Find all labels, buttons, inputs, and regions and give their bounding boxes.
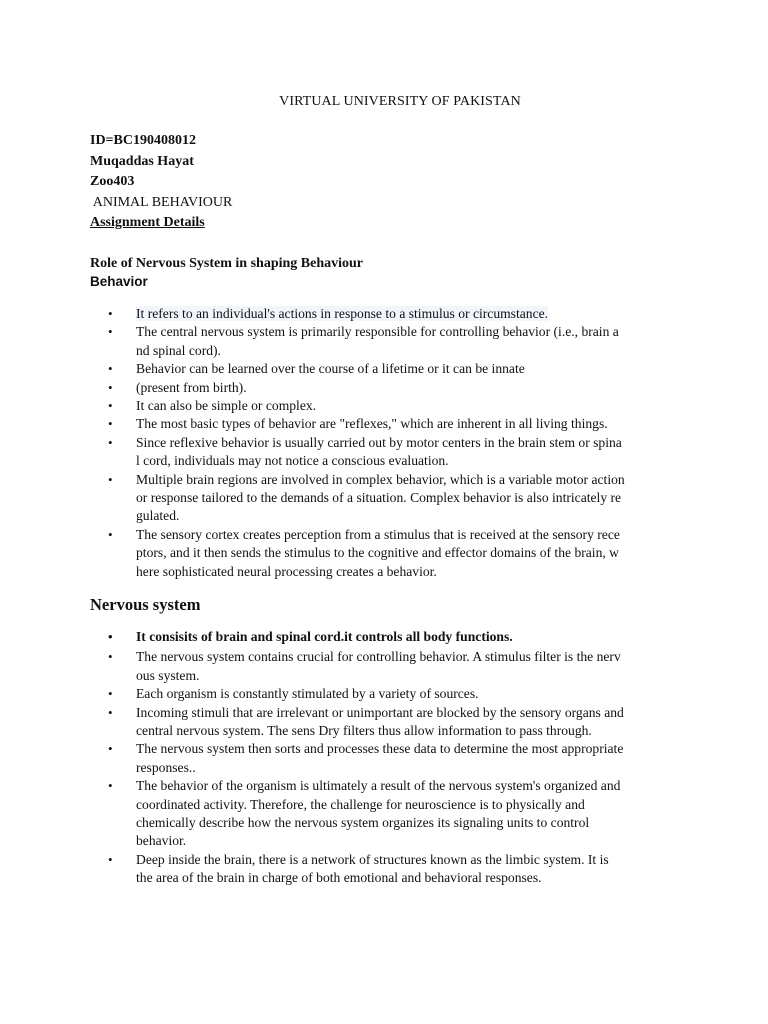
assignment-details-heading: Assignment Details — [90, 215, 205, 231]
course-title: ANIMAL BEHAVIOUR — [90, 194, 233, 210]
bullet-icon: • — [108, 434, 113, 450]
bullet-icon: • — [108, 306, 113, 321]
student-info — [90, 131, 232, 234]
list-item: • The most basic types of behavior are "reflexes," which are inherent in all living things. — [108, 415, 688, 433]
bullet-icon: • — [108, 686, 113, 702]
list-item: • Deep inside the brain, there is a network of structures known as the limbic system. It is the area of the brain in charge of both emotional and behavioral responses. — [108, 851, 609, 886]
list-item: • The central nervous system is primarily responsible for controlling behavior (i.e., brain a nd spinal cord). — [108, 324, 619, 358]
section-heading — [90, 255, 363, 291]
list-item: • It can also be simple or complex. — [108, 397, 688, 415]
student-name: Muqaddas Hayat — [90, 153, 194, 169]
bullet-icon: • — [108, 379, 113, 395]
list-item: • The behavior of the organism is ultimately a result of the nervous system's organized and coordinated activity. Therefore, the challenge for neuroscience is to physically and chemically describe how the nervous system organizes its signaling units to control behavior. — [108, 778, 621, 849]
bullet-icon: • — [108, 629, 113, 644]
student-id: ID=BC190408012 — [90, 133, 196, 148]
course-code: Zoo403 — [90, 174, 135, 190]
bullet-icon: • — [108, 416, 113, 432]
bullet-icon: • — [108, 324, 113, 340]
list-item: • The nervous system contains crucial for controlling behavior. A stimulus filter is the nerv ous system. — [108, 649, 621, 683]
behavior-bullet-list — [108, 305, 688, 581]
bullet-icon: • — [108, 398, 113, 414]
bullet-icon: • — [108, 851, 113, 867]
list-item: • It consisits of brain and spinal cord.it controls all body functions. — [108, 628, 688, 646]
list-item: • Each organism is constantly stimulated by a variety of sources. — [108, 685, 688, 703]
bullet-icon: • — [108, 741, 113, 757]
list-item: • Behavior can be learned over the course of a lifetime or it can be innate — [108, 360, 688, 378]
bullet-icon: • — [108, 361, 113, 377]
section-subtitle: Behavior — [90, 273, 148, 289]
list-item: • The sensory cortex creates perception from a stimulus that is received at the sensory rece ptors, and it then sends the stimulus to the cognitive and effector domains of the brain, w here sophisticated neural processing creates a behavior. — [108, 526, 620, 579]
section-title: Role of Nervous System in shaping Behaviour — [90, 256, 364, 271]
bullet-icon: • — [108, 526, 113, 542]
nervous-system-heading: Nervous system — [90, 595, 201, 614]
list-item: • Multiple brain regions are involved in complex behavior, which is a variable motor action or response tailored to the demands of a situation. Complex behavior is also intricately re gulated. — [108, 471, 625, 524]
bullet-icon: • — [108, 778, 113, 794]
university-title: VIRTUAL UNIVERSITY OF PAKISTAN — [279, 94, 521, 109]
bullet-icon: • — [108, 649, 113, 665]
bullet-icon: • — [108, 704, 113, 720]
list-item: • Since reflexive behavior is usually carried out by motor centers in the brain stem or spina l cord, individuals may not notice a conscious evaluation. — [108, 434, 622, 469]
list-item: • Incoming stimuli that are irrelevant or unimportant are blocked by the sensory organs and central nervous system. The sens Dry filters thus allow information to pass through. — [108, 704, 624, 739]
list-item: • (present from birth). — [108, 379, 688, 397]
list-item: • The nervous system then sorts and processes these data to determine the most appropriate responses.. — [108, 741, 624, 775]
bullet-icon: • — [108, 471, 113, 487]
list-item: • It refers to an individual's actions in response to a stimulus or circumstance. — [108, 305, 688, 323]
nervous-bullet-list — [108, 628, 688, 888]
